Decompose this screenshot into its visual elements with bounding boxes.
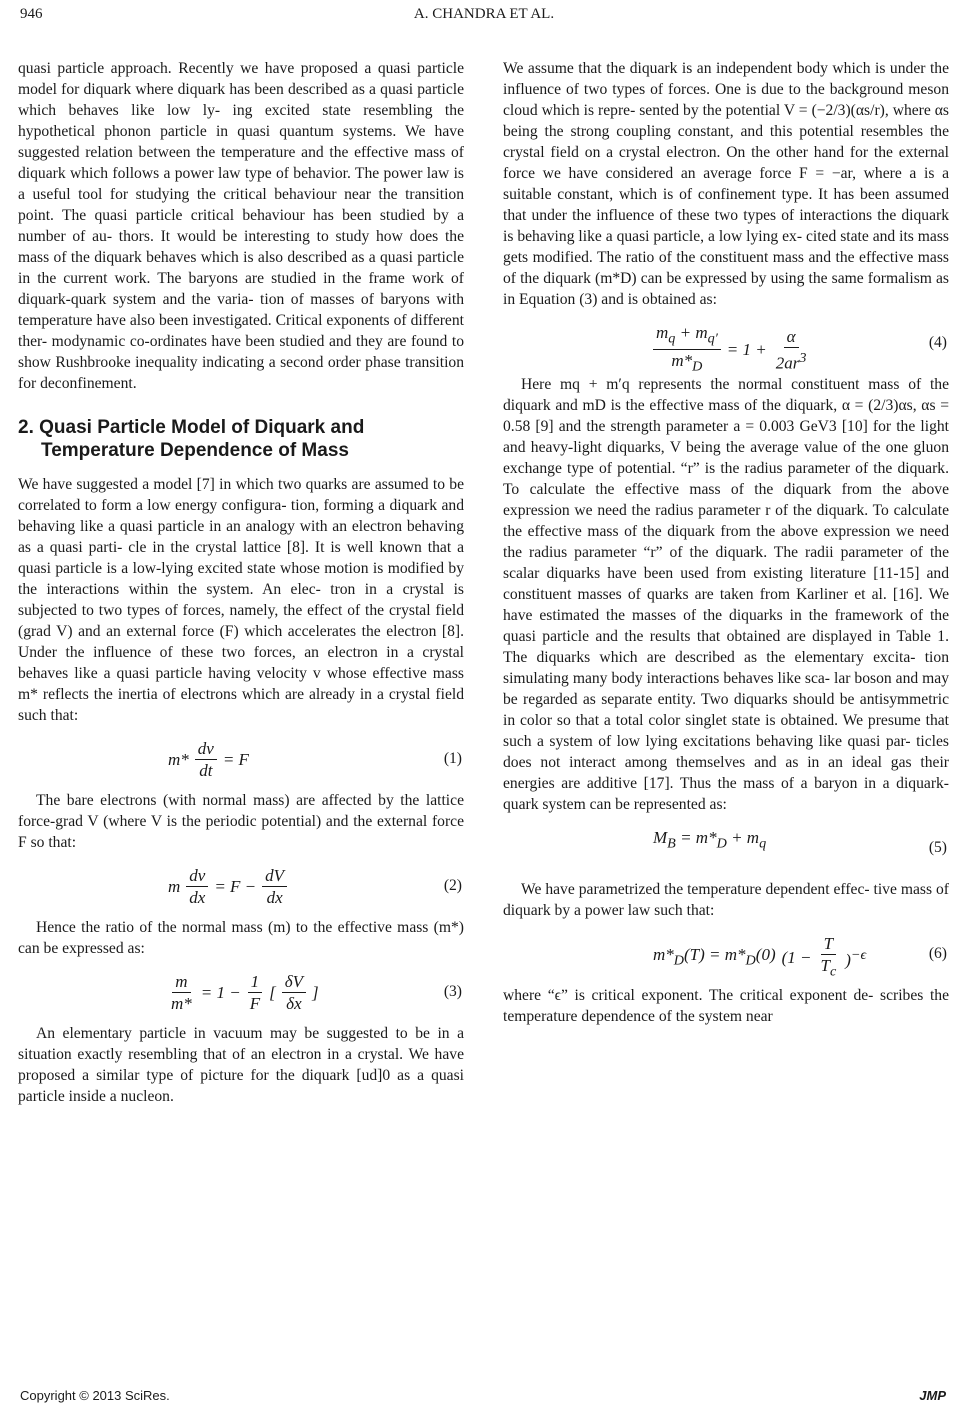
equation-6: $m*_D(T) = m*_D(0)$ (1 − $\frac{T}{T_c}$ )$^{-\epsilon}$ (6) <box>653 934 947 980</box>
equation-number: (2) <box>443 877 462 894</box>
paragraph: We have parametrized the temperature dependent effec- tive mass of diquark by a power law such that: <box>503 881 949 919</box>
copyright: Copyright © 2013 SciRes. <box>20 1388 170 1403</box>
right-column <box>503 58 949 1027</box>
equation-number: (4) <box>928 334 947 351</box>
paragraph: We assume that the diquark is an independent body which is under the influence of two types of forces. One is due to the background meson cloud which is repre- sented by the potential V = (−2/3)(αs/r), where αs being the strong coupling constant, and this potential resembles the crystal field on a crystal electron. On the other hand for the external force we have considered an average force F = −ar, where a is a suitable constant, which is of confinement type. It has been assumed that under the influence of these two types of interactions the diquark is behaving like a quasi particle, a low lying ex- cited state and its mass gets modified. The ratio of the constituent mass and the effective mass of the diquark (m*D) can be expressed by using the same formalism as in Equation (3) and is obtained as: <box>503 60 949 308</box>
paragraph: An elementary particle in vacuum may be suggested to be in a situation exactly resembling that of an electron in a crystal. We have proposed a similar type of picture for the diquark [ud]0 as a quasi particle inside a nucleon. <box>18 1025 464 1105</box>
equation-2: m $\frac{dv}{dx}$ = F − $\frac{dV}{dx}$ (2) <box>168 866 462 907</box>
equation-3: $\frac{m}{m*}$ = 1 − $\frac{1}{F}$ [ $\frac{\delta V}{\delta x}$ ] (3) <box>171 972 462 1013</box>
page-header <box>0 6 968 34</box>
page-number: 946 <box>20 6 43 22</box>
running-head-authors: A. CHANDRA ET AL. <box>413 6 555 22</box>
paragraph: Hence the ratio of the normal mass (m) to the effective mass (m*) can be expressed as: <box>18 919 464 957</box>
paragraph: The bare electrons (with normal mass) are affected by the lattice force-grad V (where V is the periodic potential) and the external force F so that: <box>18 792 464 851</box>
paragraph: quasi particle approach. Recently we have proposed a quasi particle model for diquark where diquark has been described as a quasi particle which behaves like low ly- ing excited state resembling the hypothetical phonon particle in quasi quantum systems. We have suggested relation between the temperature and the effective mass of diquark which follows a power law type of behavior. The power law is a useful tool for studying the critical behaviour near the transition point. The quasi particle critical behaviour has been studied by a number of au- thors. It would be interesting to study how does the mass of the diquark behaves which is also described as a quasi particle in the current work. The baryons are studied in the frame work of diquark-quark system and the varia- tion of masses of baryons with temperature have also been investigated. Critical exponents of different ther- modynamic co-ordinates have been studied and they are found to show Rushbrooke inequality indicating a second order phase transition for deconfinement. <box>18 60 464 392</box>
equation-4: $\frac{m_q + m_{q'}}{m*_D}$ = 1 + $\frac{\alpha}{2ar^3}$ (4) <box>503 318 949 366</box>
paragraph: Here mq + m′q represents the normal constituent mass of the diquark and mD is the effective mass of the diquark, α = (2/3)αs, αs = 0.58 [9] and the strength parameter a = 0.003 GeV3 [10] for the light and heavy-light diquarks, V being the average value of the one gluon exchange type of potential. “r” is the radius parameter of the diquark. To calculate the effective mass of the diquark from the above expression we need the radius parameter r of the diquark. To calculate the effective mass of the diquark from the above expression we need the radius parameter “r” of the diquark. The radii parameter of the scalar diquarks have been used from existing literature [11-15] and constituent masses of quarks are taken from Karliner et al. [16]. We have estimated the masses of the diquarks in the framework of the quasi particle and the results that obtained are displayed in Table 1. The diquarks which are described as the elementary excita- tion simulating many body interactions behaves like sca- lar boson and may be regarded as separate entity. Two diquarks should be antisymmetric in color so that a total color singlet state is obtained. We presume that such a system of low lying excitations behaving like quasi par- ticles does not interact among themselves and as in an ideal gas their energies are additive [17]. Thus the mass of a baryon in a diquark-quark system can be represented as: <box>503 376 949 813</box>
paragraph: where “ϵ” is critical exponent. The critical exponent de- scribes the temperature dependence of the system near <box>503 987 949 1025</box>
left-column <box>18 58 464 1107</box>
equation-number: (1) <box>443 750 462 767</box>
equation-number: (5) <box>928 839 947 856</box>
equation-5: $M_B = m*_D + m_q$ (5) <box>653 828 947 856</box>
equation-number: (3) <box>443 983 462 1000</box>
section-heading: 2. Quasi Particle Model of Diquark and Temperature Dependence of Mass <box>18 417 365 461</box>
equation-1: m* $\frac{dv}{dt}$ = F (1) <box>168 739 462 780</box>
journal-abbrev: JMP <box>919 1388 946 1403</box>
paragraph: We have suggested a model [7] in which two quarks are assumed to be correlated to form a low energy configura- tion, forming a diquark and behaving like a quasi particle in an analogy with an electron behaving as a quasi parti- cle in the crystal lattice [8]. It is well known that a quasi particle is a low-lying excited state whose motion is modified by the interactions within the system. An elec- tron in a crystal is subjected to two types of forces, namely, the effect of the crystal field (grad V) and an external force (F) which accelerates the electron [8]. Under the influence of these two forces, an electron in a crystal behaves like a quasi particle having velocity v whose effective mass m* reflects the inertia of electrons which are already in a crystal field such that: <box>18 476 464 724</box>
equation-number: (6) <box>928 945 947 962</box>
